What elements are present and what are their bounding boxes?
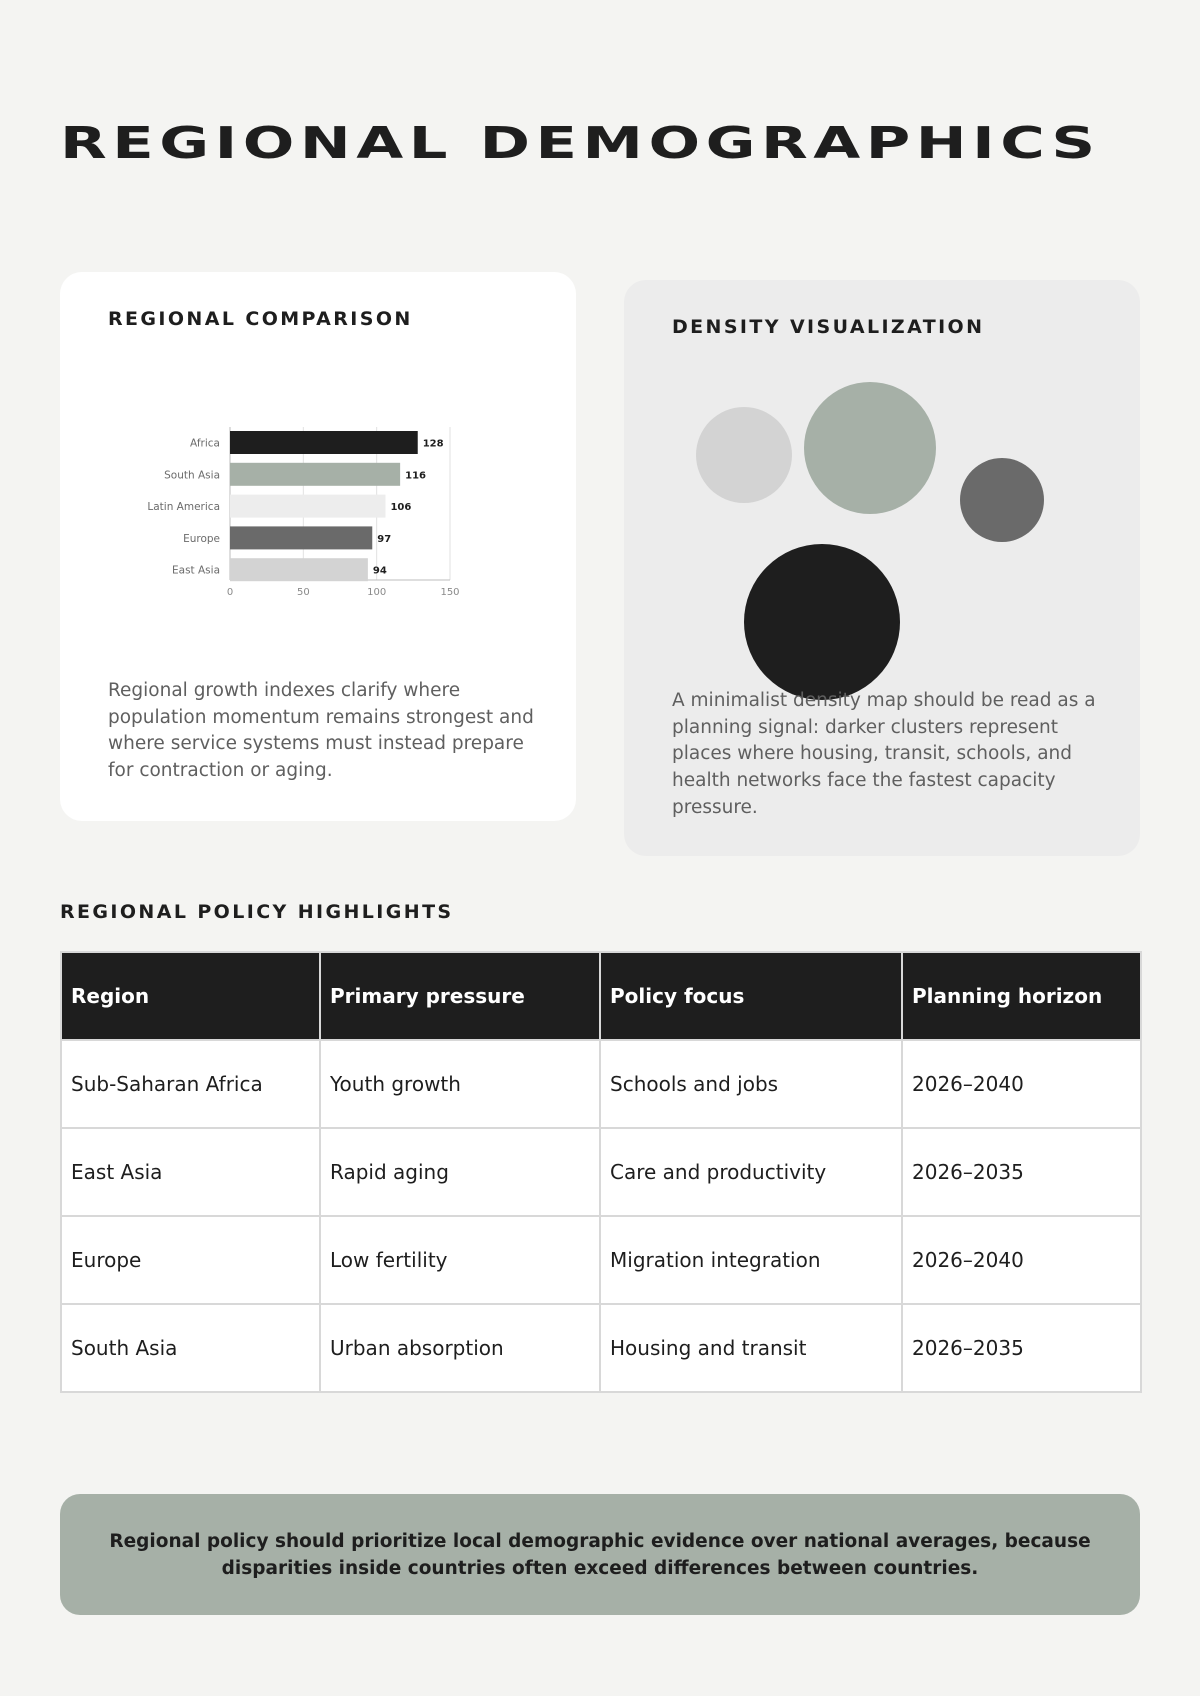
chart-data-label: 116 <box>405 470 427 482</box>
chart-x-tick-label: 100 <box>367 587 387 598</box>
regional-comparison-text: Regional growth indexes clarify where population momentum remains strongest and where service systems must instead prepare for contraction or aging. <box>108 680 534 782</box>
table-cell: 2026–2040 <box>902 1040 1141 1128</box>
regional-comparison-card <box>60 272 576 821</box>
policy-highlights-table <box>60 951 1142 1393</box>
table-row <box>61 1216 1141 1304</box>
density-visualization-text: A minimalist density map should be read as a planning signal: darker clusters represent places where housing, transit, schools, and health networks face the fastest capacity pressure. <box>672 690 1096 818</box>
regional-comparison-heading: REGIONAL COMPARISON <box>108 308 413 330</box>
table-row <box>61 1304 1141 1392</box>
density-bubble <box>804 382 936 514</box>
chart-data-label: 128 <box>422 438 444 450</box>
chart-category-label: Africa <box>190 437 220 450</box>
table-cell: Europe <box>61 1216 320 1304</box>
table-cell: Care and productivity <box>600 1128 902 1216</box>
table-cell: Sub-Saharan Africa <box>61 1040 320 1128</box>
density-visualization-card <box>624 280 1140 856</box>
density-bubbles <box>624 280 1140 700</box>
table-row <box>61 1040 1141 1128</box>
regional-comparison-bar-chart <box>100 402 460 598</box>
column-header-primary-pressure: Primary pressure <box>320 952 600 1040</box>
table-row <box>61 1128 1141 1216</box>
column-header-region: Region <box>61 952 320 1040</box>
density-bubble <box>960 458 1044 542</box>
chart-category-label: Latin America <box>147 501 220 514</box>
table-cell: Low fertility <box>320 1216 600 1304</box>
table-cell: Housing and transit <box>600 1304 902 1392</box>
chart-x-tick-label: 150 <box>440 587 460 598</box>
chart-bar <box>230 431 418 454</box>
table-cell: 2026–2035 <box>902 1128 1141 1216</box>
chart-x-tick-label: 50 <box>296 587 310 598</box>
table-cell: East Asia <box>61 1128 320 1216</box>
chart-data-label: 106 <box>390 502 412 514</box>
chart-bar <box>230 495 385 518</box>
policy-callout <box>60 1494 1140 1615</box>
table-cell: 2026–2035 <box>902 1304 1141 1392</box>
density-bubble <box>696 407 792 503</box>
density-visualization-heading: DENSITY VISUALIZATION <box>672 316 985 338</box>
policy-callout-text: Regional policy should prioritize local demographic evidence over national averages, because disparities inside countries often exceed differences between countries. <box>109 1530 1091 1579</box>
table-cell: Youth growth <box>320 1040 600 1128</box>
table-cell: Schools and jobs <box>600 1040 902 1128</box>
chart-category-label: South Asia <box>164 469 220 482</box>
density-bubble <box>744 544 900 700</box>
chart-x-tick-label: 0 <box>226 587 234 598</box>
chart-category-label: Europe <box>183 532 220 545</box>
table-cell: Rapid aging <box>320 1128 600 1216</box>
chart-bar <box>230 526 372 549</box>
table-header-row <box>61 952 1141 1040</box>
chart-data-label: 97 <box>377 533 392 545</box>
table-cell: Migration integration <box>600 1216 902 1304</box>
chart-bar <box>230 463 400 486</box>
chart-category-label: East Asia <box>172 564 220 577</box>
column-header-planning-horizon: Planning horizon <box>902 952 1141 1040</box>
table-cell: 2026–2040 <box>902 1216 1141 1304</box>
column-header-policy-focus: Policy focus <box>600 952 902 1040</box>
chart-bar <box>230 558 368 581</box>
table-cell: South Asia <box>61 1304 320 1392</box>
chart-data-label: 94 <box>372 565 387 577</box>
page-title: REGIONAL DEMOGRAPHICS <box>60 118 1101 169</box>
policy-highlights-heading: REGIONAL POLICY HIGHLIGHTS <box>60 901 454 923</box>
table-cell: Urban absorption <box>320 1304 600 1392</box>
